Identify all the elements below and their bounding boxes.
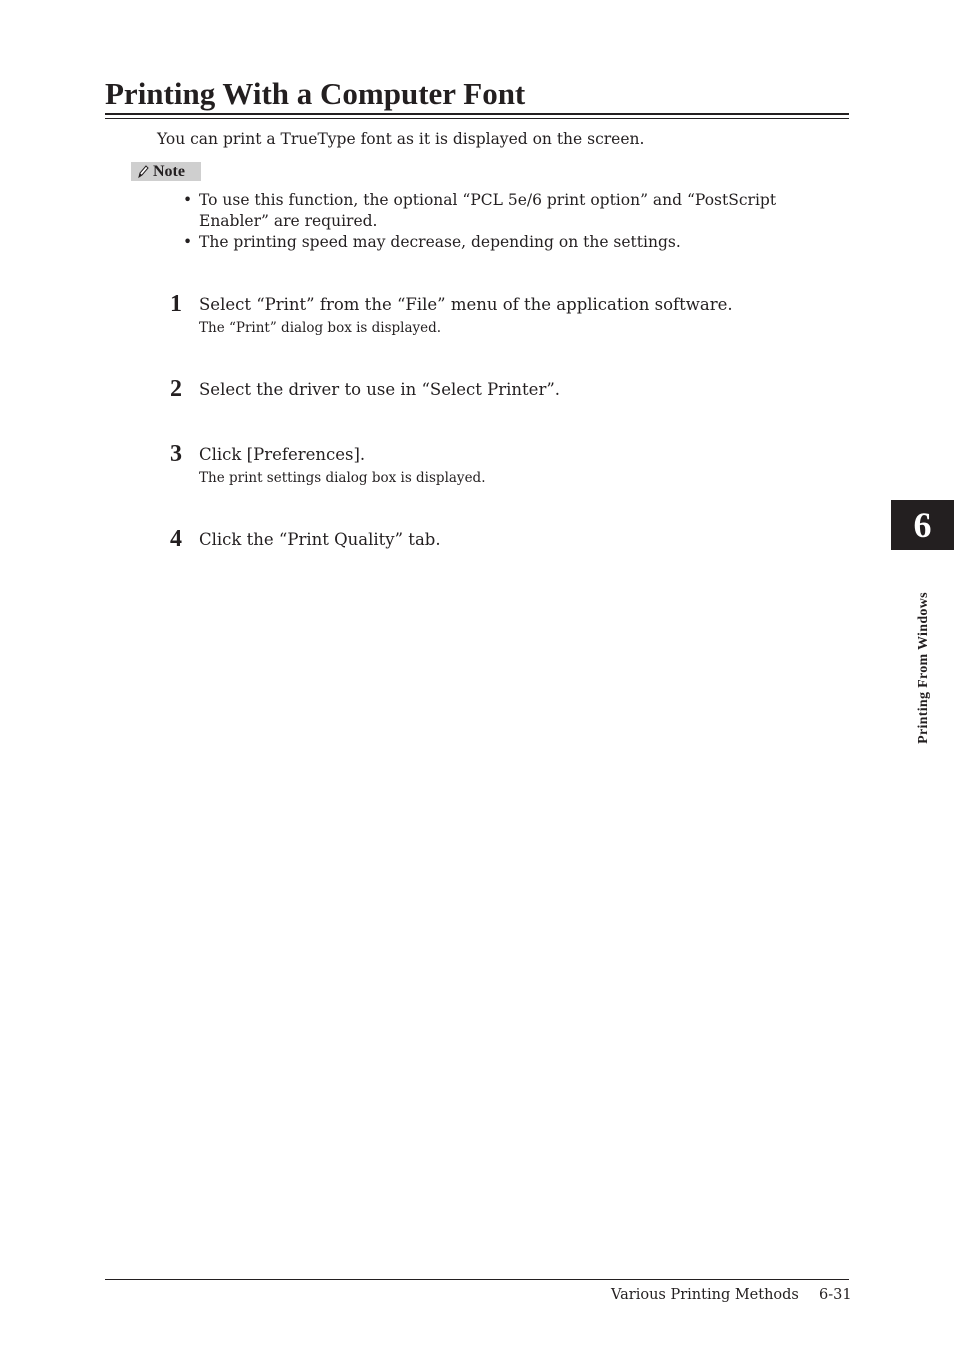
chapter-side-label: Printing From Windows: [916, 592, 931, 744]
title-rule-thick: [105, 113, 849, 115]
note-item-text: The printing speed may decrease, depending on the settings.: [199, 233, 681, 251]
note-item: [183, 190, 843, 232]
intro-text: You can print a TrueType font as it is displayed on the screen.: [157, 130, 645, 148]
page-title: Printing With a Computer Font: [105, 76, 526, 111]
step-result: The “Print” dialog box is displayed.: [199, 320, 442, 336]
step-text: Click the “Print Quality” tab.: [199, 530, 441, 549]
step-result: The print settings dialog box is displayed.: [199, 470, 486, 486]
step-number: 4: [170, 526, 182, 552]
step-number: 1: [170, 291, 182, 317]
note-badge: [131, 162, 201, 181]
step-number: 3: [170, 441, 182, 467]
chapter-tab: 6: [891, 500, 954, 550]
note-list: [183, 190, 843, 253]
step-text: Select “Print” from the “File” menu of the application software.: [199, 295, 733, 314]
step-text: Click [Preferences].: [199, 445, 366, 464]
pencil-icon: [135, 162, 151, 181]
step-text: Select the driver to use in “Select Printer”.: [199, 380, 561, 399]
bullet: •: [183, 233, 193, 251]
footer-rule: [105, 1279, 849, 1280]
note-label: Note: [153, 162, 185, 180]
note-item: [183, 232, 843, 253]
footer-section-title: Various Printing Methods: [611, 1287, 799, 1303]
page-number: 6-31: [819, 1287, 852, 1303]
step-number: 2: [170, 376, 182, 402]
bullet: •: [183, 191, 193, 209]
note-item-text: To use this function, the optional “PCL 5e/6 print option” and “PostScript Enabler” are required.: [199, 191, 777, 230]
title-rule-thin: [105, 118, 849, 119]
